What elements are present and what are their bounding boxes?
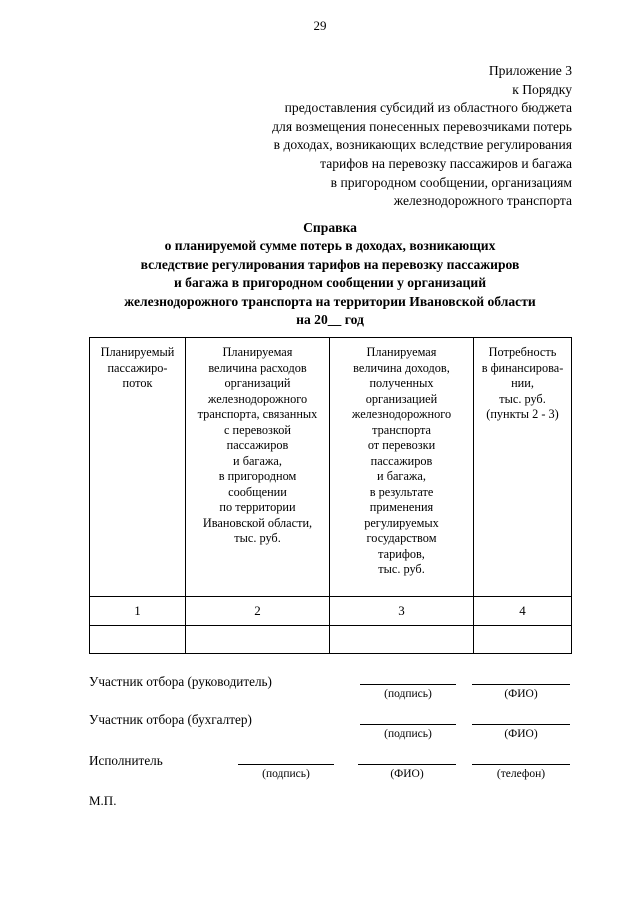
accountant-signature-line bbox=[360, 724, 456, 725]
header-line: железнодорожного bbox=[351, 407, 452, 421]
header-line: в финансирова- bbox=[481, 360, 564, 375]
executor-label: Исполнитель bbox=[89, 753, 163, 768]
name-caption: (ФИО) bbox=[504, 688, 538, 700]
appendix-line: к Порядку bbox=[512, 81, 572, 97]
header-line: Потребность bbox=[488, 345, 557, 359]
header-line: Ивановской области, bbox=[202, 515, 313, 530]
phone-caption: (телефон) bbox=[496, 768, 546, 780]
header-line: от перевозки bbox=[367, 438, 436, 452]
empty-cell bbox=[474, 626, 572, 654]
header-cell bbox=[330, 338, 474, 597]
header-line: в пригородном bbox=[218, 469, 297, 483]
header-cell bbox=[90, 338, 186, 597]
header-line: Планируемый bbox=[100, 345, 175, 359]
executor-name-line bbox=[358, 764, 456, 765]
manager-signature-line bbox=[360, 684, 456, 685]
name-caption: (ФИО) bbox=[504, 728, 538, 740]
header-line: пассажиров bbox=[226, 438, 289, 452]
header-line: пассажиров bbox=[370, 453, 433, 468]
header-line: транспорта bbox=[372, 422, 431, 437]
header-line: поток bbox=[122, 376, 153, 390]
header-line: регулируемых bbox=[364, 515, 439, 530]
appendix-line: железнодорожного транспорта bbox=[393, 193, 572, 209]
title-line: Справка bbox=[303, 220, 357, 235]
title-line: железнодорожного транспорта на территории Ивановской области bbox=[124, 293, 536, 309]
appendix-line: в доходах, возникающих вследствие регулирования bbox=[273, 137, 572, 153]
header-line: полученных bbox=[369, 376, 434, 390]
header-line: величина доходов, bbox=[353, 360, 450, 375]
header-line: сообщении bbox=[228, 484, 287, 499]
header-line: железнодорожного bbox=[207, 391, 308, 406]
accountant-name-line bbox=[472, 724, 570, 725]
document-title bbox=[60, 219, 600, 329]
manager-name-line bbox=[472, 684, 570, 685]
title-line: о планируемой сумме потерь в доходах, возникающих bbox=[164, 238, 496, 254]
title-line: и багажа в пригородном сообщении у организаций bbox=[173, 275, 487, 291]
header-line: по территории bbox=[219, 500, 296, 514]
stamp-place-label: М.П. bbox=[89, 793, 117, 808]
signature-caption: (подпись) bbox=[384, 728, 432, 740]
table-row bbox=[90, 626, 572, 654]
appendix-line: в пригородном сообщении, организациям bbox=[330, 174, 572, 190]
header-line: величина расходов bbox=[208, 360, 307, 375]
column-number: 1 bbox=[90, 597, 186, 626]
appendix-line: тарифов на перевозку пассажиров и багажа bbox=[320, 155, 572, 171]
header-line: тыс. руб. bbox=[378, 562, 425, 576]
empty-cell bbox=[186, 626, 330, 654]
accountant-label: Участник отбора (бухгалтер) bbox=[89, 712, 252, 727]
page-number: 29 bbox=[313, 18, 327, 33]
header-line: Планируемая bbox=[222, 345, 293, 359]
manager-label: Участник отбора (руководитель) bbox=[89, 674, 272, 689]
header-line: транспорта, связанных bbox=[197, 407, 318, 421]
subsidy-table bbox=[89, 337, 572, 654]
header-line: организаций bbox=[224, 376, 291, 390]
header-line: пассажиро- bbox=[107, 360, 168, 375]
executor-phone-line bbox=[472, 764, 570, 765]
appendix-line: для возмещения понесенных перевозчиками потерь bbox=[272, 118, 572, 134]
executor-signature-line bbox=[238, 764, 334, 765]
column-number: 3 bbox=[330, 597, 474, 626]
signature-caption: (подпись) bbox=[384, 688, 432, 700]
header-line: нии, bbox=[511, 376, 534, 390]
header-line: тыс. руб. bbox=[499, 391, 546, 406]
header-cell bbox=[474, 338, 572, 597]
title-line: вследствие регулирования тарифов на перевозку пассажиров bbox=[140, 256, 520, 272]
header-cell bbox=[186, 338, 330, 597]
signature-caption: (подпись) bbox=[262, 768, 310, 780]
title-line: на 20__ год bbox=[296, 312, 364, 328]
header-line: государством bbox=[366, 531, 437, 545]
appendix-line: Приложение 3 bbox=[488, 63, 572, 78]
appendix-header bbox=[112, 62, 572, 211]
header-line: и багажа, bbox=[377, 469, 426, 483]
header-line: тарифов, bbox=[378, 546, 425, 561]
header-line: Планируемая bbox=[366, 345, 437, 359]
empty-cell bbox=[330, 626, 474, 654]
appendix-line: предоставления субсидий из областного бюджета bbox=[284, 100, 572, 116]
column-number-row bbox=[90, 597, 572, 626]
header-line: и багажа, bbox=[233, 453, 282, 468]
header-line: в результате bbox=[369, 484, 434, 499]
table-header-row bbox=[90, 338, 572, 597]
column-number: 4 bbox=[474, 597, 572, 626]
header-line: (пункты 2 - 3) bbox=[486, 407, 559, 421]
name-caption: (ФИО) bbox=[390, 768, 424, 780]
column-number: 2 bbox=[186, 597, 330, 626]
header-line: с перевозкой bbox=[224, 422, 291, 437]
header-line: организацией bbox=[365, 391, 438, 406]
header-line: применения bbox=[369, 500, 434, 514]
empty-cell bbox=[90, 626, 186, 654]
header-line: тыс. руб. bbox=[234, 531, 281, 545]
